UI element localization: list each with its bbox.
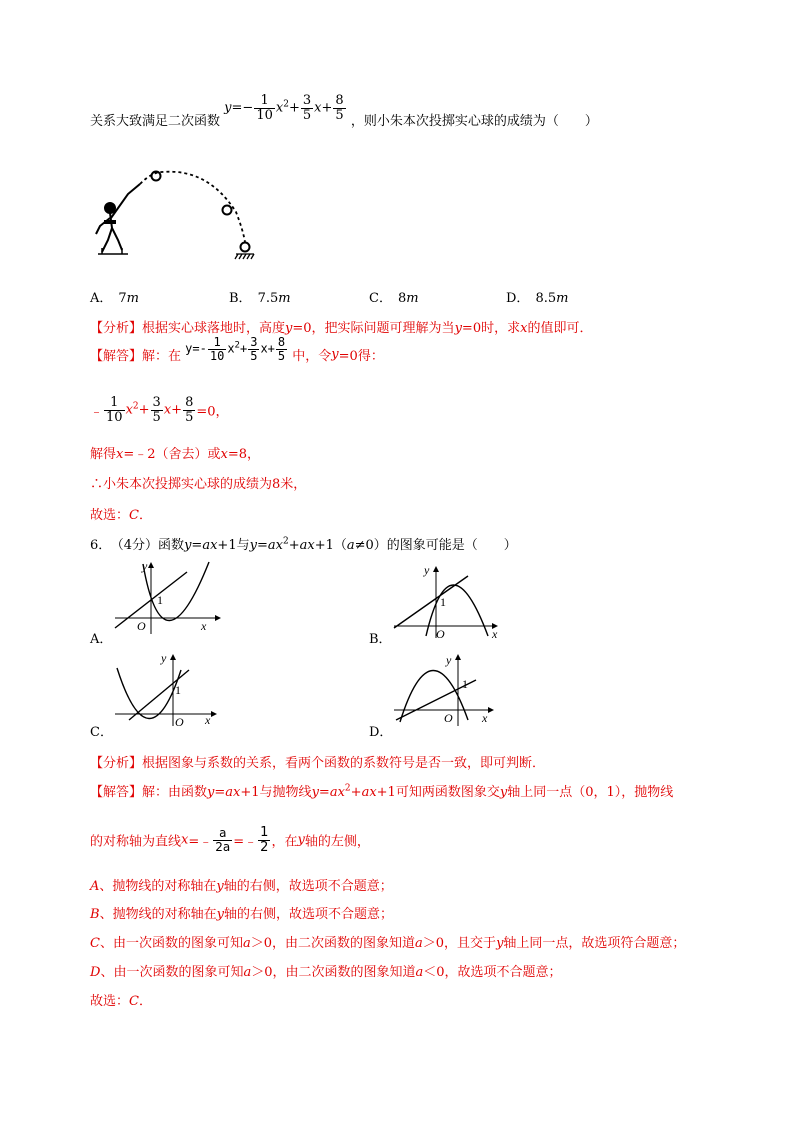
q6-cond-a: a — [346, 538, 355, 553]
q6-graph-a[interactable] — [113, 558, 225, 636]
q6-graph-c[interactable] — [113, 650, 225, 728]
q6-reason-a-text-b: y — [216, 879, 224, 894]
q6-reason-d-text-d: a — [415, 965, 424, 980]
q6-reason-d-text-a: 、由一次函数的图象可知 — [100, 965, 244, 980]
q6-points: （4分）函数 — [117, 538, 185, 553]
q6-axis-frac1 — [213, 827, 232, 853]
q6-reason-b-text-b: y — [216, 907, 224, 922]
q5-func-frac1-den: 10 — [256, 108, 273, 123]
graph-c-one: 1 — [175, 683, 181, 697]
q6-reason-d-text-e: ＜0，故选项不合题意； — [423, 965, 562, 980]
q6-axis-frac1-den: 2a — [215, 839, 231, 854]
q6-reason-a-text-c: 轴的右侧，故选项不合题意； — [223, 879, 393, 894]
graph-a-y-arrow — [148, 562, 154, 568]
graph-d-y-arrow — [455, 654, 461, 660]
q6-s-eq1: = — [214, 785, 226, 800]
q5-solved — [90, 443, 260, 462]
q6-s-ax1: ax — [225, 785, 241, 800]
graph-a-one: 1 — [157, 593, 163, 607]
q6-s-t2: +1可知两函数图象交 — [376, 785, 500, 800]
q5-sol-x: x — [260, 342, 268, 356]
q5-sol-plus2: + — [267, 342, 275, 356]
q6-s-y3: y — [499, 785, 508, 800]
q5-eq-sq: 2 — [132, 401, 139, 412]
graph-d-x-arrow — [488, 707, 494, 713]
q6-graph-c-letter[interactable]: C． — [90, 725, 113, 740]
q6-reason-a-letter: A — [90, 879, 100, 894]
q5-sol-frac3 — [276, 336, 287, 362]
q6-graph-b[interactable] — [392, 560, 504, 640]
q5-stem-suffix: ，则小朱本次投掷实心球的成绩为（ ） — [350, 114, 598, 129]
q6-f1-tail: +1与 — [217, 538, 250, 553]
q6-reason-c-text-g: 轴上同一点，故选项符合题意； — [503, 936, 686, 951]
q5-answer — [90, 504, 152, 523]
q5-option-b-letter: B． — [229, 291, 252, 306]
q5-eq-frac1-den: 10 — [106, 409, 123, 425]
q6-reason-c-text-e: ＞0，且交于 — [422, 936, 497, 951]
q5-eq-tail: =0， — [196, 404, 229, 420]
q5-option-a-value: 7 — [118, 291, 127, 306]
q6-reason-c-text-a: 、由一次函数的图象可知 — [99, 936, 243, 951]
graph-d-y-label: y — [446, 653, 452, 667]
q5-sol-sq: 2 — [234, 341, 240, 351]
q5-option-a-letter: A． — [90, 291, 113, 306]
q5-sol-frac3-num: 8 — [277, 335, 286, 350]
q6-solution-text-a: 解：由函数 — [142, 785, 208, 800]
graph-a-origin: O — [137, 619, 146, 633]
q5-analysis-tag: 【分析】 — [90, 321, 143, 336]
q5-stem — [90, 93, 598, 129]
q6-reason-b-letter: B — [90, 907, 100, 922]
q6-stem — [90, 534, 517, 553]
q6-reason-a — [90, 875, 393, 894]
q5-sol-frac2-num: 3 — [250, 335, 258, 350]
q5-eq-frac3-num: 8 — [185, 395, 194, 410]
q6-f2-y: y — [249, 538, 257, 553]
q5-analysis — [90, 317, 592, 336]
q5-option-d[interactable] — [506, 287, 568, 306]
q5-therefore: ∴小朱本次投掷实心球的成绩为8米， — [90, 477, 307, 492]
q6-axis — [90, 826, 370, 854]
q5-eq-frac1-num: 1 — [104, 396, 125, 411]
q6-reason-c — [90, 932, 685, 951]
q5-solved-d: x — [220, 447, 228, 462]
q6-graph-d[interactable] — [392, 650, 504, 728]
q6-f2-eq: = — [256, 538, 268, 553]
q6-reason-b — [90, 903, 393, 922]
q6-s-plus: + — [350, 785, 362, 800]
q6-s-y2: y — [311, 785, 319, 800]
q6-axis-y: y — [297, 832, 305, 848]
graph-c-y-label: y — [161, 651, 167, 665]
graph-c-origin: O — [175, 715, 184, 728]
q6-number: 6． — [90, 538, 112, 553]
q6-axis-frac1-num: a — [213, 827, 232, 841]
graph-c-x-label: x — [205, 713, 211, 727]
q6-axis-a: 的对称轴为直线 — [90, 834, 182, 850]
q6-reason-c-text-c: ＞0，由二次函数的图象知道 — [250, 936, 416, 951]
q5-solved-b: x — [116, 447, 124, 462]
graph-b-origin: O — [436, 627, 445, 640]
graph-c-parabola — [117, 668, 181, 719]
q6-answer-b: C — [129, 994, 139, 1009]
q5-func-frac2 — [301, 94, 313, 122]
q5-solution — [90, 335, 384, 364]
q5-sol-x2: x — [227, 342, 235, 356]
q6-solution-tag: 【解答】 — [90, 785, 143, 800]
q5-analysis-text-a: 根据实心球落地时，高度 — [142, 321, 286, 336]
q6-graph-b-letter[interactable]: B． — [369, 632, 392, 647]
q5-option-a[interactable] — [90, 287, 139, 306]
q5-solution-text-a: 解：在 — [142, 349, 182, 364]
q5-sol-func-y: y= — [185, 342, 200, 356]
q6-s-ax3: ax — [361, 785, 377, 800]
q6-f1-ax: ax — [202, 538, 218, 553]
q6-answer-a: 故选： — [90, 994, 130, 1009]
graph-b-one: 1 — [440, 595, 446, 609]
shot-put-illustration — [88, 162, 258, 266]
q5-sol-frac2-den: 5 — [250, 349, 258, 363]
graph-d-one: 1 — [462, 677, 468, 691]
q6-reason-d-text-b: a — [243, 965, 252, 980]
q6-s-y1: y — [207, 785, 215, 800]
q5-option-d-unit: m — [556, 291, 569, 306]
q5-eq-frac2 — [151, 396, 163, 424]
graph-a-parabola — [143, 562, 209, 621]
q5-func-frac2-num: 3 — [302, 93, 312, 109]
q5-eq-frac3-den: 5 — [185, 409, 194, 425]
q5-analysis-text-c: =0，把实际问题可理解为当 — [292, 321, 455, 336]
q6-axis-b: ，在 — [271, 834, 298, 850]
q6-analysis — [90, 752, 545, 771]
q6-f2-ax2: ax — [267, 538, 283, 553]
q6-reason-c-text-b: a — [242, 936, 251, 951]
q5-sol-plus1: + — [239, 342, 248, 356]
graph-c-y-arrow — [170, 654, 176, 660]
q5-analysis-text-f: x — [520, 321, 528, 336]
q5-sol-frac1-den: 10 — [209, 349, 225, 363]
q6-reason-a-text-a: 、抛物线的对称轴在 — [99, 879, 217, 894]
q5-func-frac1 — [254, 94, 275, 122]
q6-solution — [90, 781, 673, 800]
graph-b-y-arrow — [433, 566, 439, 572]
q5-stem-prefix: 关系大致满足二次函数 — [90, 114, 221, 129]
q5-option-d-value: 8.5 — [535, 291, 557, 306]
q6-axis-frac2 — [258, 826, 270, 854]
q5-answer-a: 故选： — [90, 508, 130, 523]
q6-f2-tail: +1（ — [314, 538, 347, 553]
q5-solution-function — [185, 336, 288, 362]
q6-reason-c-text-f: y — [496, 936, 504, 951]
q6-reason-d-letter: D — [90, 965, 101, 980]
q5-func-sq: 2 — [283, 99, 289, 110]
q6-analysis-tag: 【分析】 — [90, 756, 143, 771]
q6-f2-sq: 2 — [282, 536, 289, 547]
q5-solved-a: 解得 — [90, 447, 117, 462]
q5-eq-minus: ﹣ — [90, 404, 104, 420]
q5-eq-frac1 — [104, 396, 125, 424]
q5-eq-frac3 — [183, 396, 195, 424]
q5-func-frac3-den: 5 — [335, 108, 344, 123]
q5-eq-plus2: + — [171, 402, 183, 418]
q5-func-eq: = — [231, 101, 243, 116]
q5-func-x: x — [314, 101, 322, 116]
q6-axis-frac2-den: 2 — [260, 839, 269, 855]
q5-option-b-unit: m — [278, 291, 291, 306]
q6-reason-d-text-c: ＞0，由二次函数的图象知道 — [251, 965, 416, 980]
q6-s-ax2: ax — [329, 785, 345, 800]
q5-sol-frac3-den: 5 — [277, 349, 286, 363]
q5-analysis-text-e: =0时，求 — [461, 321, 521, 336]
q6-f2-ax: ax — [299, 538, 315, 553]
q6-graph-d-letter[interactable]: D． — [369, 725, 393, 740]
q6-reason-b-text-a: 、抛物线的对称轴在 — [99, 907, 217, 922]
q5-func-frac2-den: 5 — [302, 108, 312, 123]
q6-axis-frac2-num: 1 — [260, 825, 269, 840]
q6-analysis-text: 根据图象与系数的关系，看两个函数的系数符号是否一致，即可判断． — [142, 756, 546, 771]
ball-ground — [241, 243, 250, 252]
q5-option-c-unit: m — [406, 291, 419, 306]
q5-option-b-value: 7.5 — [257, 291, 279, 306]
q5-option-d-letter: D． — [506, 291, 530, 306]
q6-answer-c: ． — [138, 994, 152, 1009]
q5-solution-text-d: =0得： — [338, 349, 384, 364]
q6-graph-a-letter[interactable]: A． — [90, 632, 113, 647]
graph-d-origin: O — [444, 711, 453, 725]
q6-f2-plus: + — [288, 538, 300, 553]
graph-b-y-label: y — [424, 563, 430, 577]
graph-a-x-arrow — [215, 615, 221, 621]
ball-mid — [223, 206, 232, 215]
q5-func-x2: x — [275, 101, 284, 116]
q5-eq-plus1: + — [138, 402, 150, 418]
q5-solution-text-b: 中，令 — [292, 349, 332, 364]
graph-b-x-label: x — [492, 627, 498, 640]
graph-a-y-label: y — [142, 559, 148, 573]
q5-analysis-text-d: y — [454, 321, 462, 336]
q6-axis-eq: =﹣ — [188, 834, 213, 850]
q5-function — [224, 94, 347, 122]
q6-cond-b: ≠0）的图象可能是（ ） — [354, 538, 517, 553]
q6-f1-y: y — [184, 538, 192, 553]
q5-solved-c: =﹣2（舍去）或 — [123, 447, 221, 462]
q6-s-t1: +1与抛物线 — [240, 785, 312, 800]
q5-func-y: y — [224, 101, 232, 116]
q5-analysis-text-b: y — [285, 321, 293, 336]
q5-eq-frac2-den: 5 — [152, 409, 161, 425]
q6-s-t3: 轴上同一点（0，1），抛物线 — [507, 785, 674, 800]
q6-answer — [90, 990, 152, 1009]
q5-sol-frac1 — [208, 336, 226, 362]
q5-option-a-unit: m — [126, 291, 139, 306]
graph-d-x-label: x — [482, 711, 488, 725]
q5-sol-frac2 — [248, 336, 259, 362]
q6-reason-d — [90, 961, 562, 980]
q5-eq-frac2-num: 3 — [152, 395, 161, 410]
q5-option-c-value: 8 — [397, 291, 407, 306]
thrower-figure — [96, 184, 140, 254]
q6-s-sq: 2 — [344, 783, 351, 794]
q5-func-plus1: + — [288, 101, 300, 116]
q5-eq-x2: x — [125, 402, 133, 418]
q5-solution-text-c: y — [331, 347, 339, 362]
q5-eq-x: x — [163, 402, 172, 418]
ground-hatch — [235, 254, 254, 259]
q6-axis-c: 轴的左侧， — [304, 834, 370, 850]
q6-reason-c-letter: C — [90, 936, 100, 951]
q6-f1-eq: = — [191, 538, 203, 553]
q5-answer-c: ． — [138, 508, 152, 523]
q5-analysis-text-g: 的值即可． — [527, 321, 593, 336]
q6-s-eq2: = — [318, 785, 330, 800]
q5-func-frac1-num: 1 — [254, 94, 275, 109]
q5-sol-func-minus: - — [199, 342, 207, 356]
q5-answer-b: C — [129, 508, 139, 523]
graph-c-x-arrow — [211, 711, 217, 717]
q5-sol-frac1-num: 1 — [208, 336, 226, 350]
q5-func-frac3 — [333, 94, 345, 122]
q6-axis-x: x — [181, 832, 189, 848]
q5-func-plus2: + — [321, 101, 333, 116]
q5-option-b[interactable] — [229, 287, 291, 306]
graph-b-line — [394, 576, 468, 628]
q5-option-c[interactable] — [369, 287, 419, 306]
q5-equation — [90, 396, 229, 424]
q5-solution-tag: 【解答】 — [90, 349, 143, 364]
q6-reason-b-text-c: 轴的右侧，故选项不合题意； — [223, 907, 393, 922]
q5-func-frac3-num: 8 — [335, 93, 344, 109]
graph-a-x-label: x — [201, 619, 207, 633]
q5-option-c-letter: C． — [369, 291, 392, 306]
q6-axis-eq2: =﹣ — [233, 834, 258, 850]
q5-solved-e: =8， — [227, 447, 261, 462]
q5-func-minus: − — [242, 101, 254, 116]
q6-reason-c-text-d: a — [415, 936, 423, 951]
